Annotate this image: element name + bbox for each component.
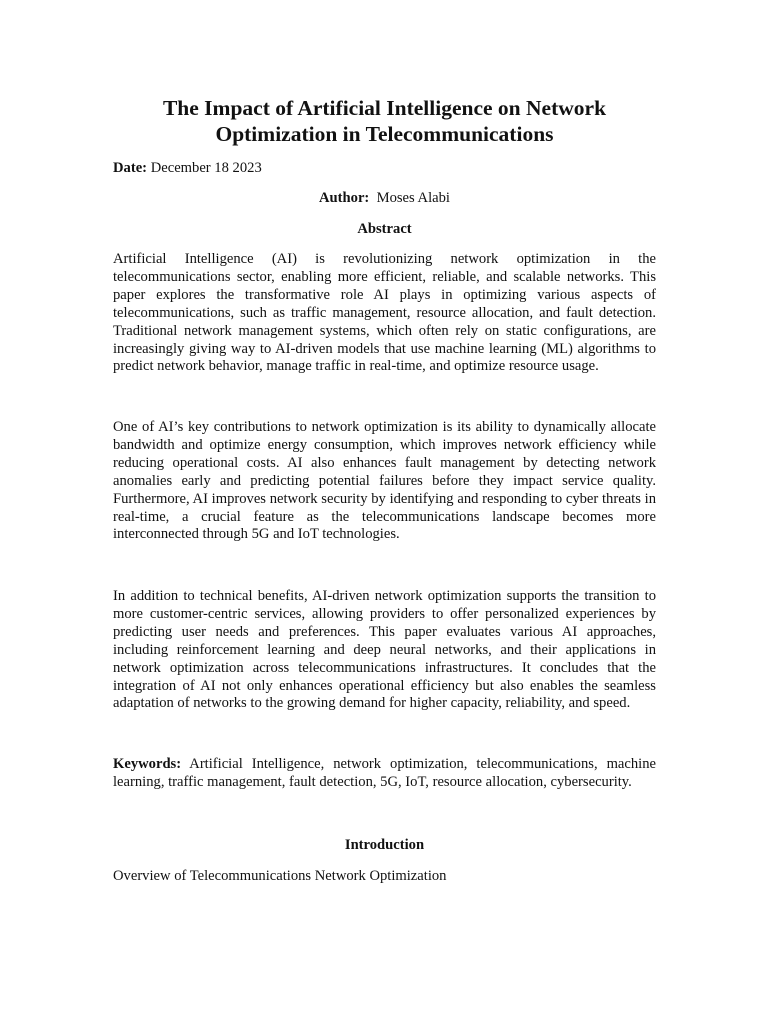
date-label: Date: (113, 160, 148, 176)
author-line (113, 189, 656, 207)
keywords-list: Artificial Intelligence, network optimization, telecommunications, machine learning, traffic management, fault detection, 5G, IoT, resource allocation, cybersecurity. (113, 756, 656, 790)
keywords-label: Keywords: (113, 756, 182, 772)
introduction-heading: Introduction (344, 837, 425, 853)
date-line (113, 159, 262, 177)
date-value: December 18 2023 (150, 160, 262, 176)
abstract-paragraph-1: Artificial Intelligence (AI) is revolutionizing network optimization in the telecommunications sector, enabling more efficient, reliable, and scalable networks. This paper explores the transformative role AI plays in optimizing various aspects of telecommunications, such as traffic management, resource allocation, and fault detection. Traditional network management systems, which often rely on static configurations, are increasingly giving way to AI-driven models that use machine learning (ML) algorithms to predict network behavior, manage traffic in real-time, and optimize resource usage. (113, 251, 656, 375)
abstract-paragraph-2: One of AI’s key contributions to network optimization is its ability to dynamically allocate bandwidth and optimize energy consumption, which improves network efficiency while reducing operational costs. AI also enhances fault management by detecting network anomalies early and predicting potential failures before they impact service quality. Furthermore, AI improves network security by identifying and responding to cyber threats in real-time, a crucial feature as the telecommunications landscape becomes more interconnected through 5G and IoT technologies. (113, 419, 656, 543)
abstract-heading: Abstract (357, 221, 412, 237)
author-label: Author: (319, 190, 370, 206)
author-name: Moses Alabi (376, 190, 450, 206)
introduction-subheading: Overview of Telecommunications Network Optimization (113, 868, 447, 884)
keywords-paragraph (113, 756, 656, 792)
abstract-paragraph-3: In addition to technical benefits, AI-driven network optimization supports the transition to more customer-centric services, allowing providers to offer personalized experiences by predicting user needs and preferences. This paper evaluates various AI approaches, including reinforcement learning and deep neural networks, and their applications in network optimization across telecommunications infrastructures. It concludes that the integration of AI not only enhances operational efficiency but also enables the seamless adaptation of networks to the growing demand for higher capacity, reliability, and speed. (113, 588, 656, 712)
document-title: The Impact of Artificial Intelligence on Network Optimization in Telecommunications (162, 96, 607, 146)
